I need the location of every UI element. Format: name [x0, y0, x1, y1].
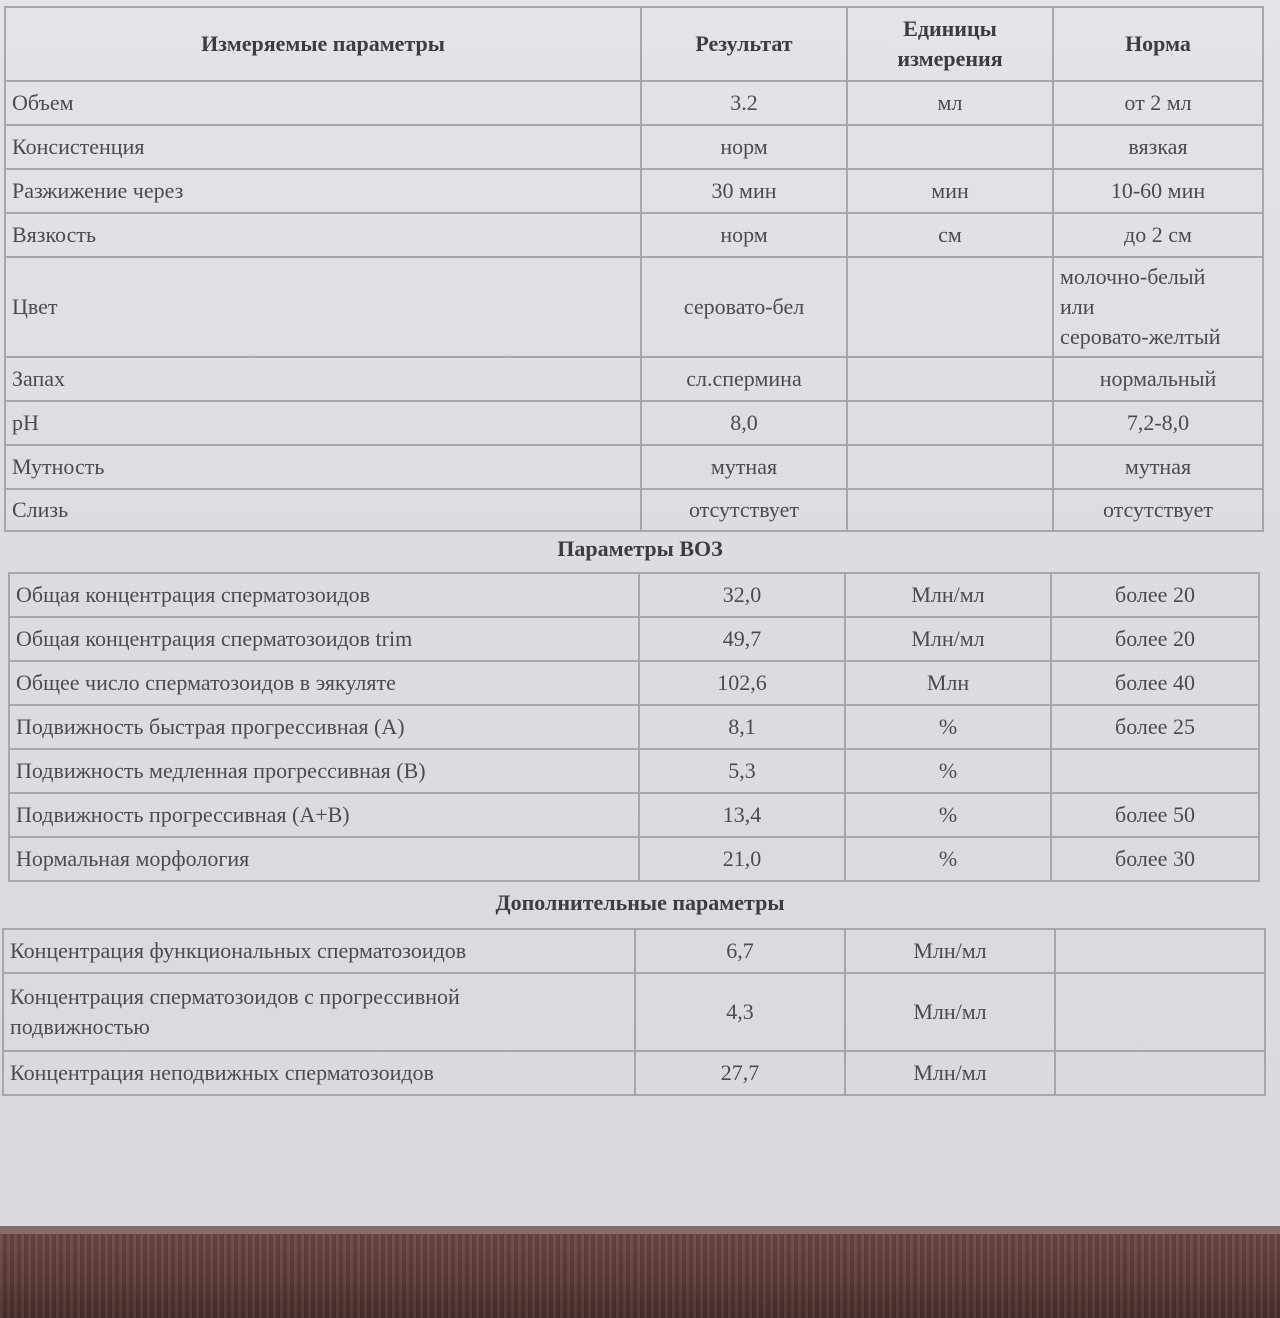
table-row [9, 837, 1259, 881]
row-unit [847, 489, 1053, 531]
row-result: 5,3 [639, 749, 845, 793]
table-row [5, 357, 1263, 401]
row-result: 8,1 [639, 705, 845, 749]
header-units-line1: Единицы [903, 16, 997, 41]
row-result: норм [641, 125, 847, 169]
norm-line1: молочно-белый [1060, 264, 1206, 289]
table-row [5, 169, 1263, 213]
table-row [5, 489, 1263, 531]
table-row [5, 125, 1263, 169]
row-param: Цвет [5, 257, 641, 357]
row-norm: от 2 мл [1053, 81, 1263, 125]
row-result: серовато-бел [641, 257, 847, 357]
row-param: Подвижность быстрая прогрессивная (А) [9, 705, 639, 749]
who-parameters-table [8, 572, 1260, 882]
header-norm: Норма [1053, 7, 1263, 81]
row-norm: более 40 [1051, 661, 1259, 705]
table-row [9, 793, 1259, 837]
row-param: Разжижение через [5, 169, 641, 213]
row-param: pH [5, 401, 641, 445]
row-result: 102,6 [639, 661, 845, 705]
row-unit [847, 445, 1053, 489]
row-norm [1051, 749, 1259, 793]
row-norm: 7,2-8,0 [1053, 401, 1263, 445]
row-param: Общая концентрация сперматозоидов trim [9, 617, 639, 661]
param-line2: подвижностью [10, 1014, 150, 1039]
row-result: 6,7 [635, 929, 845, 973]
table-row [5, 257, 1263, 357]
measured-parameters-table [4, 6, 1264, 532]
row-param: Нормальная морфология [9, 837, 639, 881]
table-surface [0, 1226, 1280, 1318]
row-unit: Млн/мл [845, 573, 1051, 617]
row-result: 30 мин [641, 169, 847, 213]
table-row [5, 401, 1263, 445]
table-row [5, 213, 1263, 257]
row-param: Общая концентрация сперматозоидов [9, 573, 639, 617]
row-norm: более 20 [1051, 617, 1259, 661]
row-unit: Млн/мл [845, 617, 1051, 661]
row-result: 49,7 [639, 617, 845, 661]
row-unit: Млн/мл [845, 973, 1055, 1051]
row-norm: 10-60 мин [1053, 169, 1263, 213]
header-param: Измеряемые параметры [5, 7, 641, 81]
row-param: Вязкость [5, 213, 641, 257]
table-row [9, 573, 1259, 617]
row-result: 27,7 [635, 1051, 845, 1095]
row-unit: Млн/мл [845, 1051, 1055, 1095]
row-unit [847, 257, 1053, 357]
table-row [9, 705, 1259, 749]
row-result: 32,0 [639, 573, 845, 617]
row-param: Слизь [5, 489, 641, 531]
table-row [5, 445, 1263, 489]
row-norm: до 2 см [1053, 213, 1263, 257]
row-result: сл.спермина [641, 357, 847, 401]
row-unit: мл [847, 81, 1053, 125]
row-norm [1053, 257, 1263, 357]
row-result: отсутствует [641, 489, 847, 531]
row-param: Подвижность прогрессивная (А+В) [9, 793, 639, 837]
table-row [3, 1051, 1265, 1095]
row-unit: % [845, 705, 1051, 749]
row-norm: более 50 [1051, 793, 1259, 837]
row-norm: вязкая [1053, 125, 1263, 169]
row-norm [1055, 929, 1265, 973]
table-row [3, 973, 1265, 1051]
row-param: Общее число сперматозоидов в эякуляте [9, 661, 639, 705]
row-result: 21,0 [639, 837, 845, 881]
table-row [3, 929, 1265, 973]
row-param: Концентрация функциональных сперматозоидов [3, 929, 635, 973]
row-result: 3.2 [641, 81, 847, 125]
header-units-line2: измерения [897, 46, 1003, 71]
row-unit: % [845, 837, 1051, 881]
row-norm: мутная [1053, 445, 1263, 489]
row-unit: % [845, 749, 1051, 793]
row-param [3, 973, 635, 1051]
table-row [5, 81, 1263, 125]
row-unit: Млн/мл [845, 929, 1055, 973]
row-unit [847, 125, 1053, 169]
who-section-title: Параметры ВОЗ [557, 536, 723, 561]
extra-section-title: Дополнительные параметры [495, 890, 785, 915]
row-unit: % [845, 793, 1051, 837]
row-norm: более 20 [1051, 573, 1259, 617]
row-norm: отсутствует [1053, 489, 1263, 531]
table-row [9, 749, 1259, 793]
row-norm: более 30 [1051, 837, 1259, 881]
additional-parameters-table [2, 928, 1266, 1096]
row-unit [847, 357, 1053, 401]
row-norm: нормальный [1053, 357, 1263, 401]
row-unit [847, 401, 1053, 445]
row-param: Запах [5, 357, 641, 401]
table-row [9, 661, 1259, 705]
row-result: 8,0 [641, 401, 847, 445]
table-surface-edge [0, 1226, 1280, 1234]
table-header-row [5, 7, 1263, 81]
row-result: 4,3 [635, 973, 845, 1051]
row-result: норм [641, 213, 847, 257]
header-units [847, 7, 1053, 81]
row-param: Объем [5, 81, 641, 125]
row-result: мутная [641, 445, 847, 489]
row-norm [1055, 973, 1265, 1051]
row-unit: Млн [845, 661, 1051, 705]
row-param: Консистенция [5, 125, 641, 169]
row-unit: см [847, 213, 1053, 257]
row-result: 13,4 [639, 793, 845, 837]
row-param: Мутность [5, 445, 641, 489]
row-param: Подвижность медленная прогрессивная (В) [9, 749, 639, 793]
row-unit: мин [847, 169, 1053, 213]
table-row [9, 617, 1259, 661]
row-param: Концентрация неподвижных сперматозоидов [3, 1051, 635, 1095]
param-line1: Концентрация сперматозоидов с прогрессивной [10, 984, 460, 1009]
row-norm [1055, 1051, 1265, 1095]
norm-line3: серовато-желтый [1060, 324, 1221, 349]
norm-line2: или [1060, 294, 1095, 319]
row-norm: более 25 [1051, 705, 1259, 749]
header-result: Результат [641, 7, 847, 81]
